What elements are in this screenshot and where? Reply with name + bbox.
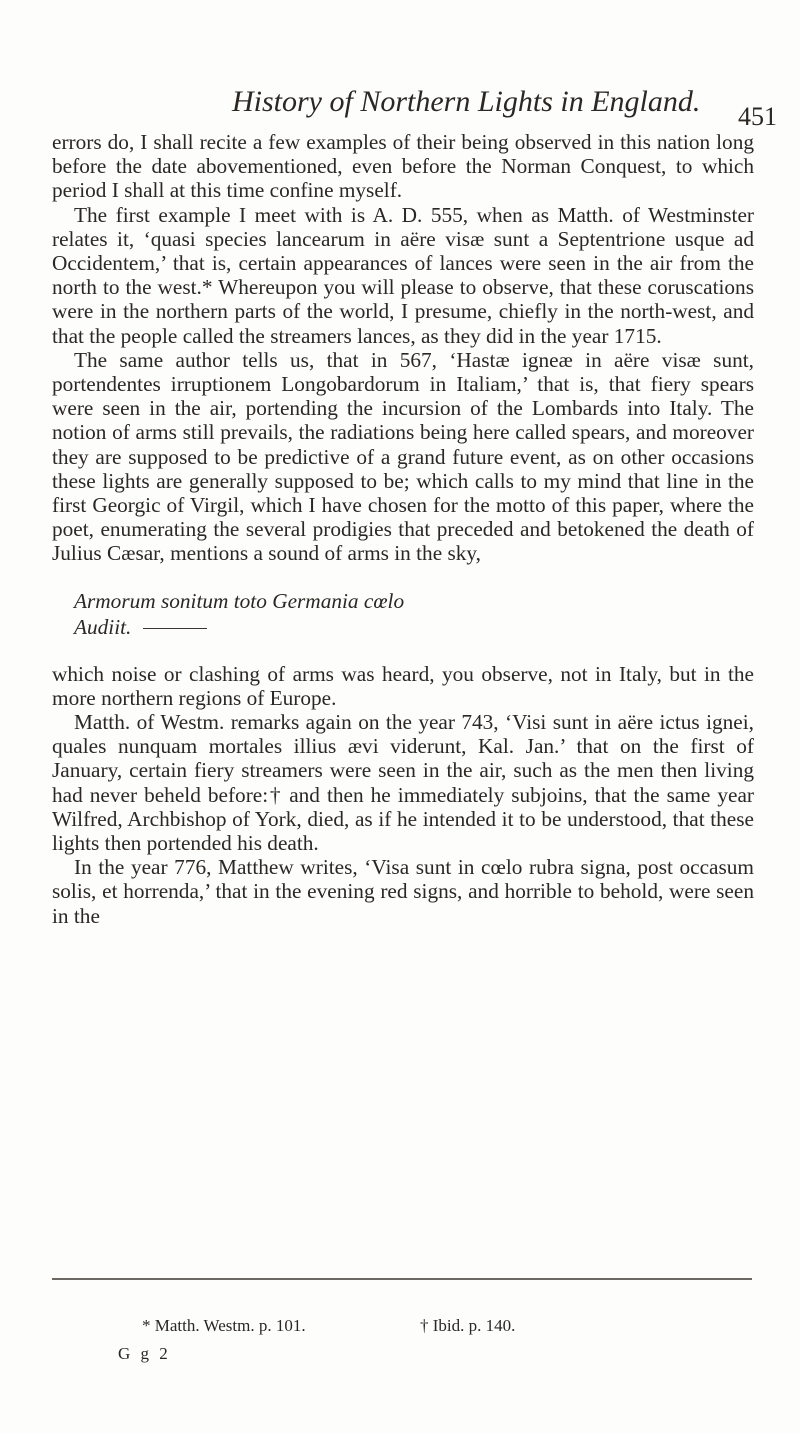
signature-mark: G g 2 <box>118 1344 171 1363</box>
paragraph-5: Matth. of Westm. remarks again on the year 743, ‘Visi sunt in aëre ictus ignei, quales nunquam mortales illius ævi viderunt, Kal. Jan.’ that on the first of January, certain fiery streamers were seen in the air, such as the men then living had never beheld before:† and then he immediately subjoins, that the same year Wilfred, Archbishop of York, died, as if he intended it to be understood, that these lights then portended his death. <box>52 710 754 856</box>
paragraph-6: In the year 776, Matthew writes, ‘Visa sunt in cœlo rubra signa, post occasum solis, et horrenda,’ that in the evening red signs, and horrible to behold, were seen in the <box>52 855 754 928</box>
quote-rule <box>143 628 207 629</box>
footnote-rule <box>52 1278 752 1280</box>
body-text <box>52 130 754 928</box>
quote-line-2: Audiit. <box>74 614 132 639</box>
page-header <box>0 55 800 131</box>
footnote-2: † Ibid. p. 140. <box>420 1316 516 1335</box>
running-head: History of Northern Lights in England. <box>232 85 701 118</box>
paragraph-4: which noise or clashing of arms was heard, you observe, not in Italy, but in the more northern regions of Europe. <box>52 661 754 710</box>
page-number: 451 <box>738 102 777 131</box>
quote-line-1: Armorum sonitum toto Germania cœlo <box>74 588 405 613</box>
paragraph-1: errors do, I shall recite a few examples of their being observed in this nation long before the date abovementioned, even before the Norman Conquest, to which period I shall at this time confine myself. <box>52 130 754 203</box>
paragraph-3: The same author tells us, that in 567, ‘Hastæ igneæ in aëre visæ sunt, portendentes irruptionem Longobardorum in Italiam,’ that is, that fiery spears were seen in the air, portending the incursion of the Lombards into Italy. The notion of arms still prevails, the radiations being here called spears, and moreover they are supposed to be predictive of a grand future event, as on other occasions these lights are generally supposed to be; which calls to my mind that line in the first Georgic of Virgil, which I have chosen for the motto of this paper, where the poet, enumerating the several prodigies that preceded and betokened the death of Julius Cæsar, mentions a sound of arms in the sky, <box>52 347 754 566</box>
paragraph-2: The first example I meet with is A. D. 555, when as Matth. of Westminster relates it, ‘quasi species lancearum in aëre visæ sunt a Septentrione usque ad Occidentem,’ that is, certain appearances of lances were seen in the air from the north to the west.* Whereupon you will please to observe, that these coruscations were in the northern parts of the world, I presume, chiefly in the north-west, and that the people called the streamers lances, as they did in the year 1715. <box>52 202 754 348</box>
quote-line-2-wrap <box>74 614 754 640</box>
latin-quote <box>74 588 754 640</box>
footnote-1: * Matth. Westm. p. 101. <box>142 1316 306 1335</box>
